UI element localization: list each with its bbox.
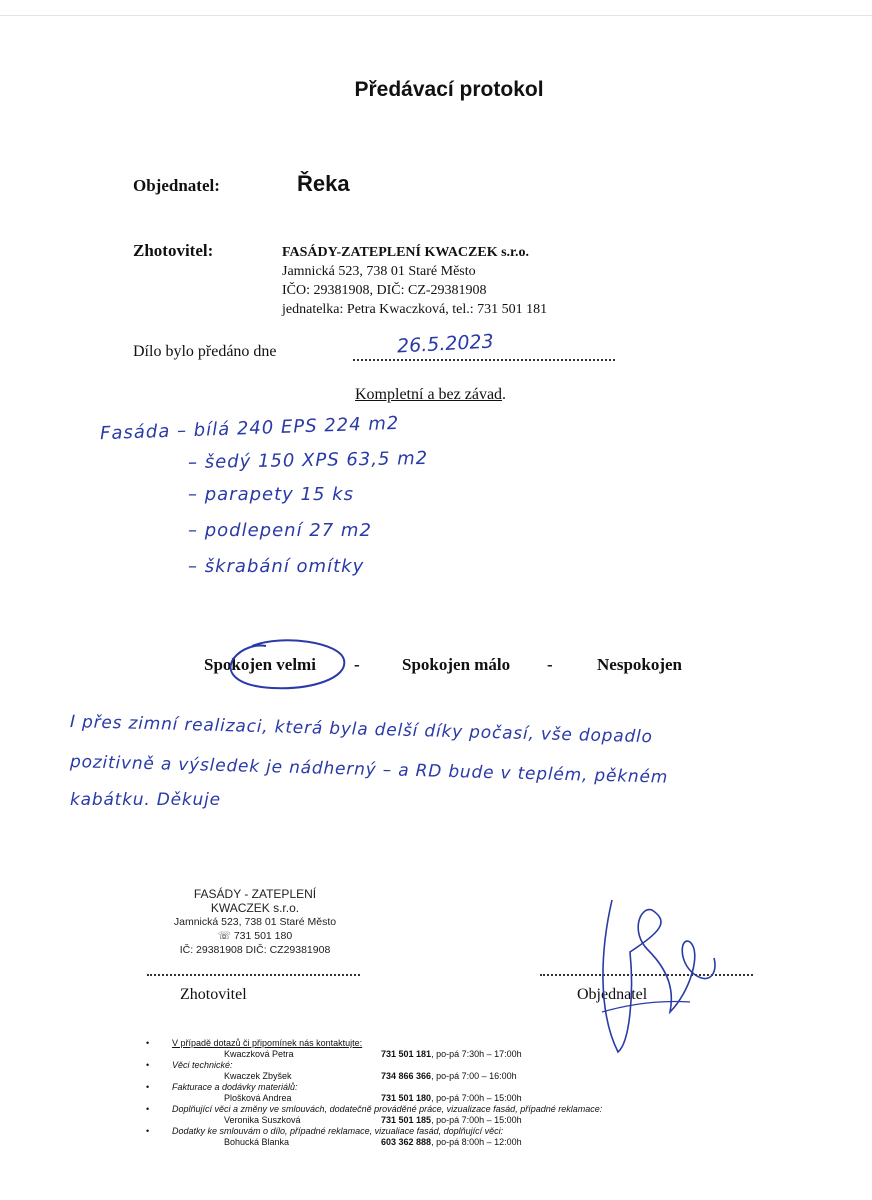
- contact-category: Věci technické:: [172, 1060, 233, 1070]
- satisfaction-option-none: Nespokojen: [597, 655, 683, 674]
- work-item-1: Fasáda – bílá 240 EPS 224 m2: [99, 412, 400, 445]
- selected-option-circle: [222, 638, 352, 694]
- signature-label-objednatel: Objednatel: [577, 986, 648, 1003]
- comment-line-1: I přes zimní realizaci, která byla delší díky počasí, vše dopadlo: [69, 712, 654, 748]
- satisfaction-option-high: Spokojen velmi: [204, 655, 316, 674]
- zhotovitel-contact: jednatelka: Petra Kwaczková, tel.: 731 501 181: [282, 302, 548, 317]
- objednatel-label: Objednatel:: [133, 176, 220, 195]
- work-item-2: – šedý 150 XPS 63,5 m2: [187, 447, 429, 474]
- contact-name: Veronika Suszková: [224, 1115, 301, 1125]
- condition-text: Kompletní a bez závad: [355, 386, 503, 403]
- handover-label: Dílo bylo předáno dne: [133, 343, 277, 360]
- bullet-icon: •: [146, 1082, 150, 1092]
- stamp-line-5: IČ: 29381908 DIČ: CZ29381908: [179, 944, 331, 956]
- contacts-block: [146, 1036, 676, 1146]
- satisfaction-separator-2: -: [547, 655, 553, 674]
- objednatel-value: Řeka: [297, 171, 350, 196]
- contact-phone: 734 866 366, po-pá 7:00 – 16:00h: [381, 1071, 517, 1081]
- stamp-line-3: Jamnická 523, 738 01 Staré Město: [173, 916, 337, 928]
- zhotovitel-ids: IČO: 29381908, DIČ: CZ-29381908: [282, 283, 487, 298]
- satisfaction-separator-1: -: [354, 655, 360, 674]
- comment-line-2: pozitivně a výsledek je nádherný – a RD bude v teplém, pěkném: [69, 752, 669, 788]
- signature-label-zhotovitel: Zhotovitel: [180, 986, 247, 1003]
- scan-edge-line: [0, 15, 872, 16]
- stamp-line-4: ☏ 731 501 180: [217, 930, 293, 942]
- comment-line-3: kabátku. Děkuje: [70, 790, 221, 810]
- zhotovitel-label: Zhotovitel:: [133, 241, 214, 260]
- contact-phone: 731 501 181, po-pá 7:30h – 17:00h: [381, 1049, 522, 1059]
- contact-name: Bohucká Blanka: [224, 1137, 290, 1147]
- bullet-icon: •: [146, 1104, 150, 1114]
- condition-statement: Kompletní a bez závad.: [355, 386, 507, 403]
- work-item-5: – škrabání omítky: [188, 556, 365, 577]
- contact-category: Fakturace a dodávky materiálů:: [172, 1082, 298, 1092]
- bullet-icon: •: [146, 1126, 150, 1136]
- contact-name: Plošková Andrea: [224, 1093, 292, 1103]
- stamp-line-1: FASÁDY - ZATEPLENÍ: [193, 887, 317, 901]
- contacts-intro: V případě dotazů či připomínek nás kontaktujte:: [172, 1038, 363, 1048]
- company-stamp: [150, 887, 360, 957]
- work-item-4: – podlepení 27 m2: [188, 520, 372, 541]
- contact-name: Kwaczek Zbyšek: [224, 1071, 292, 1081]
- work-item-3: – parapety 15 ks: [188, 484, 354, 505]
- satisfaction-option-low: Spokojen málo: [402, 655, 511, 674]
- contact-name: Kwaczková Petra: [224, 1049, 294, 1059]
- contact-phone: 731 501 185, po-pá 7:00h – 15:00h: [381, 1115, 522, 1125]
- bullet-icon: •: [146, 1038, 150, 1048]
- zhotovitel-block: [282, 243, 547, 319]
- contact-phone: 731 501 180, po-pá 7:00h – 15:00h: [381, 1093, 522, 1103]
- contact-phone: 603 362 888, po-pá 8:00h – 12:00h: [381, 1137, 522, 1147]
- handover-date: 26.5.2023: [396, 330, 495, 358]
- zhotovitel-address: Jamnická 523, 738 01 Staré Město: [282, 264, 476, 279]
- stamp-line-2: KWACZEK s.r.o.: [210, 901, 300, 915]
- bullet-icon: •: [146, 1060, 150, 1070]
- document-title: Předávací protokol: [354, 78, 544, 101]
- zhotovitel-company: FASÁDY-ZATEPLENÍ KWACZEK s.r.o.: [282, 245, 529, 260]
- contact-category: Dodatky ke smlouvám o dílo, případné reklamace, vizualiace fasád, doplňující věci:: [172, 1126, 504, 1136]
- contact-category: Doplňující věci a změny ve smlouvách, dodatečně prováděné práce, vizualizace fasád, případné reklamace:: [172, 1104, 603, 1114]
- signature-line-zhotovitel: [147, 966, 360, 976]
